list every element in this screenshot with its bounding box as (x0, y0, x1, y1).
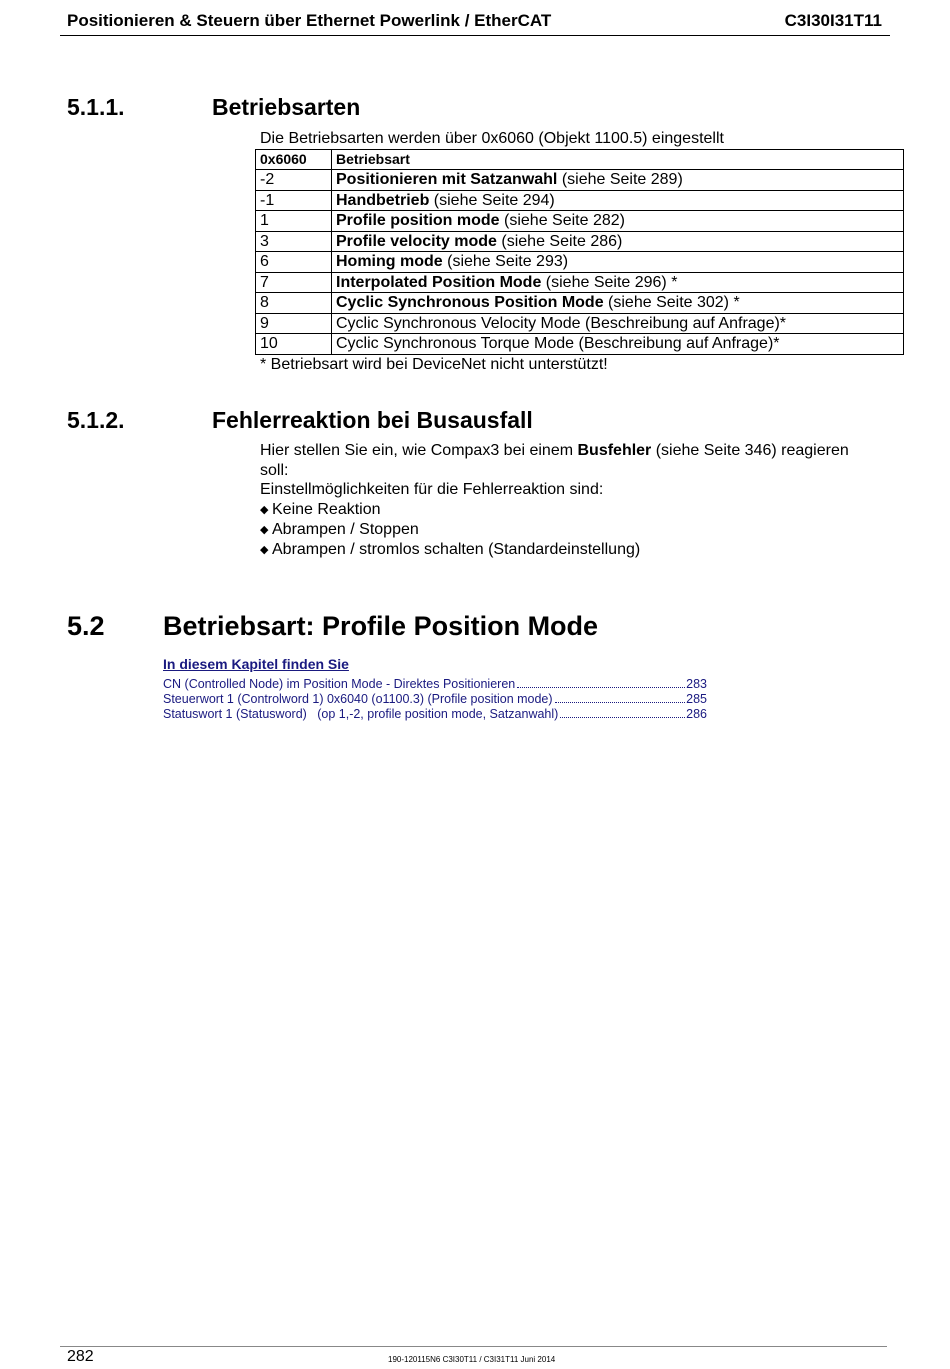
section-title-52: Betriebsart: Profile Position Mode (163, 611, 599, 641)
section-number-512: 5.1.2. (67, 407, 125, 433)
mode-code: 7 (256, 272, 332, 293)
mode-cell (332, 272, 904, 293)
diamond-bullet-icon: ◆ (260, 544, 269, 556)
mode-code: 9 (256, 313, 332, 334)
mode-name: Profile position mode (336, 212, 500, 230)
mode-code: -1 (256, 190, 332, 211)
mode-cell (332, 293, 904, 314)
list-item: ◆ Keine Reaktion (260, 501, 381, 518)
reaction-options-intro: Einstellmöglichkeiten für die Fehlerreaktion sind: (260, 481, 604, 498)
mode-ref: (siehe Seite 289) (557, 171, 683, 189)
table-row (256, 211, 904, 232)
mode-name: Handbetrieb (336, 191, 430, 209)
diamond-bullet-icon: ◆ (260, 504, 269, 516)
mode-ref: (siehe Seite 302) * (603, 294, 740, 312)
mode-cell (332, 170, 904, 191)
mode-code: 10 (256, 334, 332, 355)
mode-cell (332, 313, 904, 334)
mode-cell (332, 252, 904, 273)
table-row (256, 231, 904, 252)
table-row (256, 170, 904, 191)
list-item: ◆ Abrampen / Stoppen (260, 521, 419, 538)
mode-name: Interpolated Position Mode (336, 273, 542, 291)
mode-code: 3 (256, 231, 332, 252)
page-header (60, 10, 890, 36)
mode-name: Profile velocity mode (336, 232, 497, 250)
bus-error-text: Hier stellen Sie ein, wie Compax3 bei einem (260, 442, 578, 459)
header-doc-code: C3I30I31T11 (784, 11, 882, 30)
footer-doc-id: 190-120115N6 C3I30T11 / C3I31T11 Juni 2014 (388, 1355, 556, 1364)
table-header-code: 0x6060 (256, 150, 332, 170)
toc-entry[interactable]: Statuswort 1 (Statusword) (op 1,-2, profile position mode, Satzanwahl) 286 (163, 707, 707, 721)
bus-error-text-end: soll: (260, 462, 289, 479)
bus-error-paragraph (260, 441, 849, 481)
mode-ref: (siehe Seite 296) * (541, 273, 678, 291)
mode-code: 6 (256, 252, 332, 273)
bus-error-ref: (siehe Seite 346) reagieren (651, 442, 849, 459)
section-title-512: Fehlerreaktion bei Busausfall (212, 407, 533, 433)
mode-ref: (siehe Seite 286) (496, 232, 623, 250)
mode-cell (332, 211, 904, 232)
table-header-row (256, 150, 904, 170)
mode-name: Positionieren mit Satzanwahl (336, 171, 558, 189)
mode-ref: (siehe Seite 293) (442, 253, 569, 271)
modes-intro: Die Betriebsarten werden über 0x6060 (Objekt 1100.5) eingestellt (260, 130, 724, 147)
modes-footnote: * Betriebsart wird bei DeviceNet nicht unterstützt! (260, 356, 608, 373)
header-title: Positionieren & Steuern über Ethernet Powerlink / EtherCAT (67, 11, 552, 30)
toc-entry[interactable]: CN (Controlled Node) im Position Mode - Direktes Positionieren 283 (163, 677, 707, 691)
table-row (256, 293, 904, 314)
mode-ref: (siehe Seite 294) (429, 191, 555, 209)
mode-ref: Cyclic Synchronous Torque Mode (Beschreibung auf Anfrage)* (336, 335, 780, 353)
toc-entry[interactable]: Steuerwort 1 (Controlword 1) 0x6040 (o1100.3) (Profile position mode) 285 (163, 692, 707, 706)
table-row (256, 252, 904, 273)
mode-code: 8 (256, 293, 332, 314)
toc-heading-link[interactable]: In diesem Kapitel finden Sie (163, 656, 349, 672)
diamond-bullet-icon: ◆ (260, 524, 269, 536)
table-row (256, 313, 904, 334)
table-row (256, 190, 904, 211)
mode-cell (332, 231, 904, 252)
table-row (256, 272, 904, 293)
mode-code: 1 (256, 211, 332, 232)
mode-name: Cyclic Synchronous Position Mode (336, 294, 604, 312)
mode-cell (332, 334, 904, 355)
bus-error-keyword: Busfehler (577, 442, 652, 459)
footer-divider (60, 1346, 887, 1347)
section-title-511: Betriebsarten (212, 94, 361, 120)
table-header-mode: Betriebsart (332, 150, 904, 170)
mode-code: -2 (256, 170, 332, 191)
modes-table (255, 149, 904, 355)
table-row (256, 334, 904, 355)
page-number: 282 (67, 1348, 94, 1365)
mode-name: Homing mode (336, 253, 443, 271)
section-number-52: 5.2 (67, 611, 105, 641)
section-number-511: 5.1.1. (67, 94, 125, 120)
list-item: ◆ Abrampen / stromlos schalten (Standardeinstellung) (260, 541, 641, 558)
mode-ref: Cyclic Synchronous Velocity Mode (Beschreibung auf Anfrage)* (336, 314, 787, 332)
mode-cell (332, 190, 904, 211)
mode-ref: (siehe Seite 282) (499, 212, 625, 230)
